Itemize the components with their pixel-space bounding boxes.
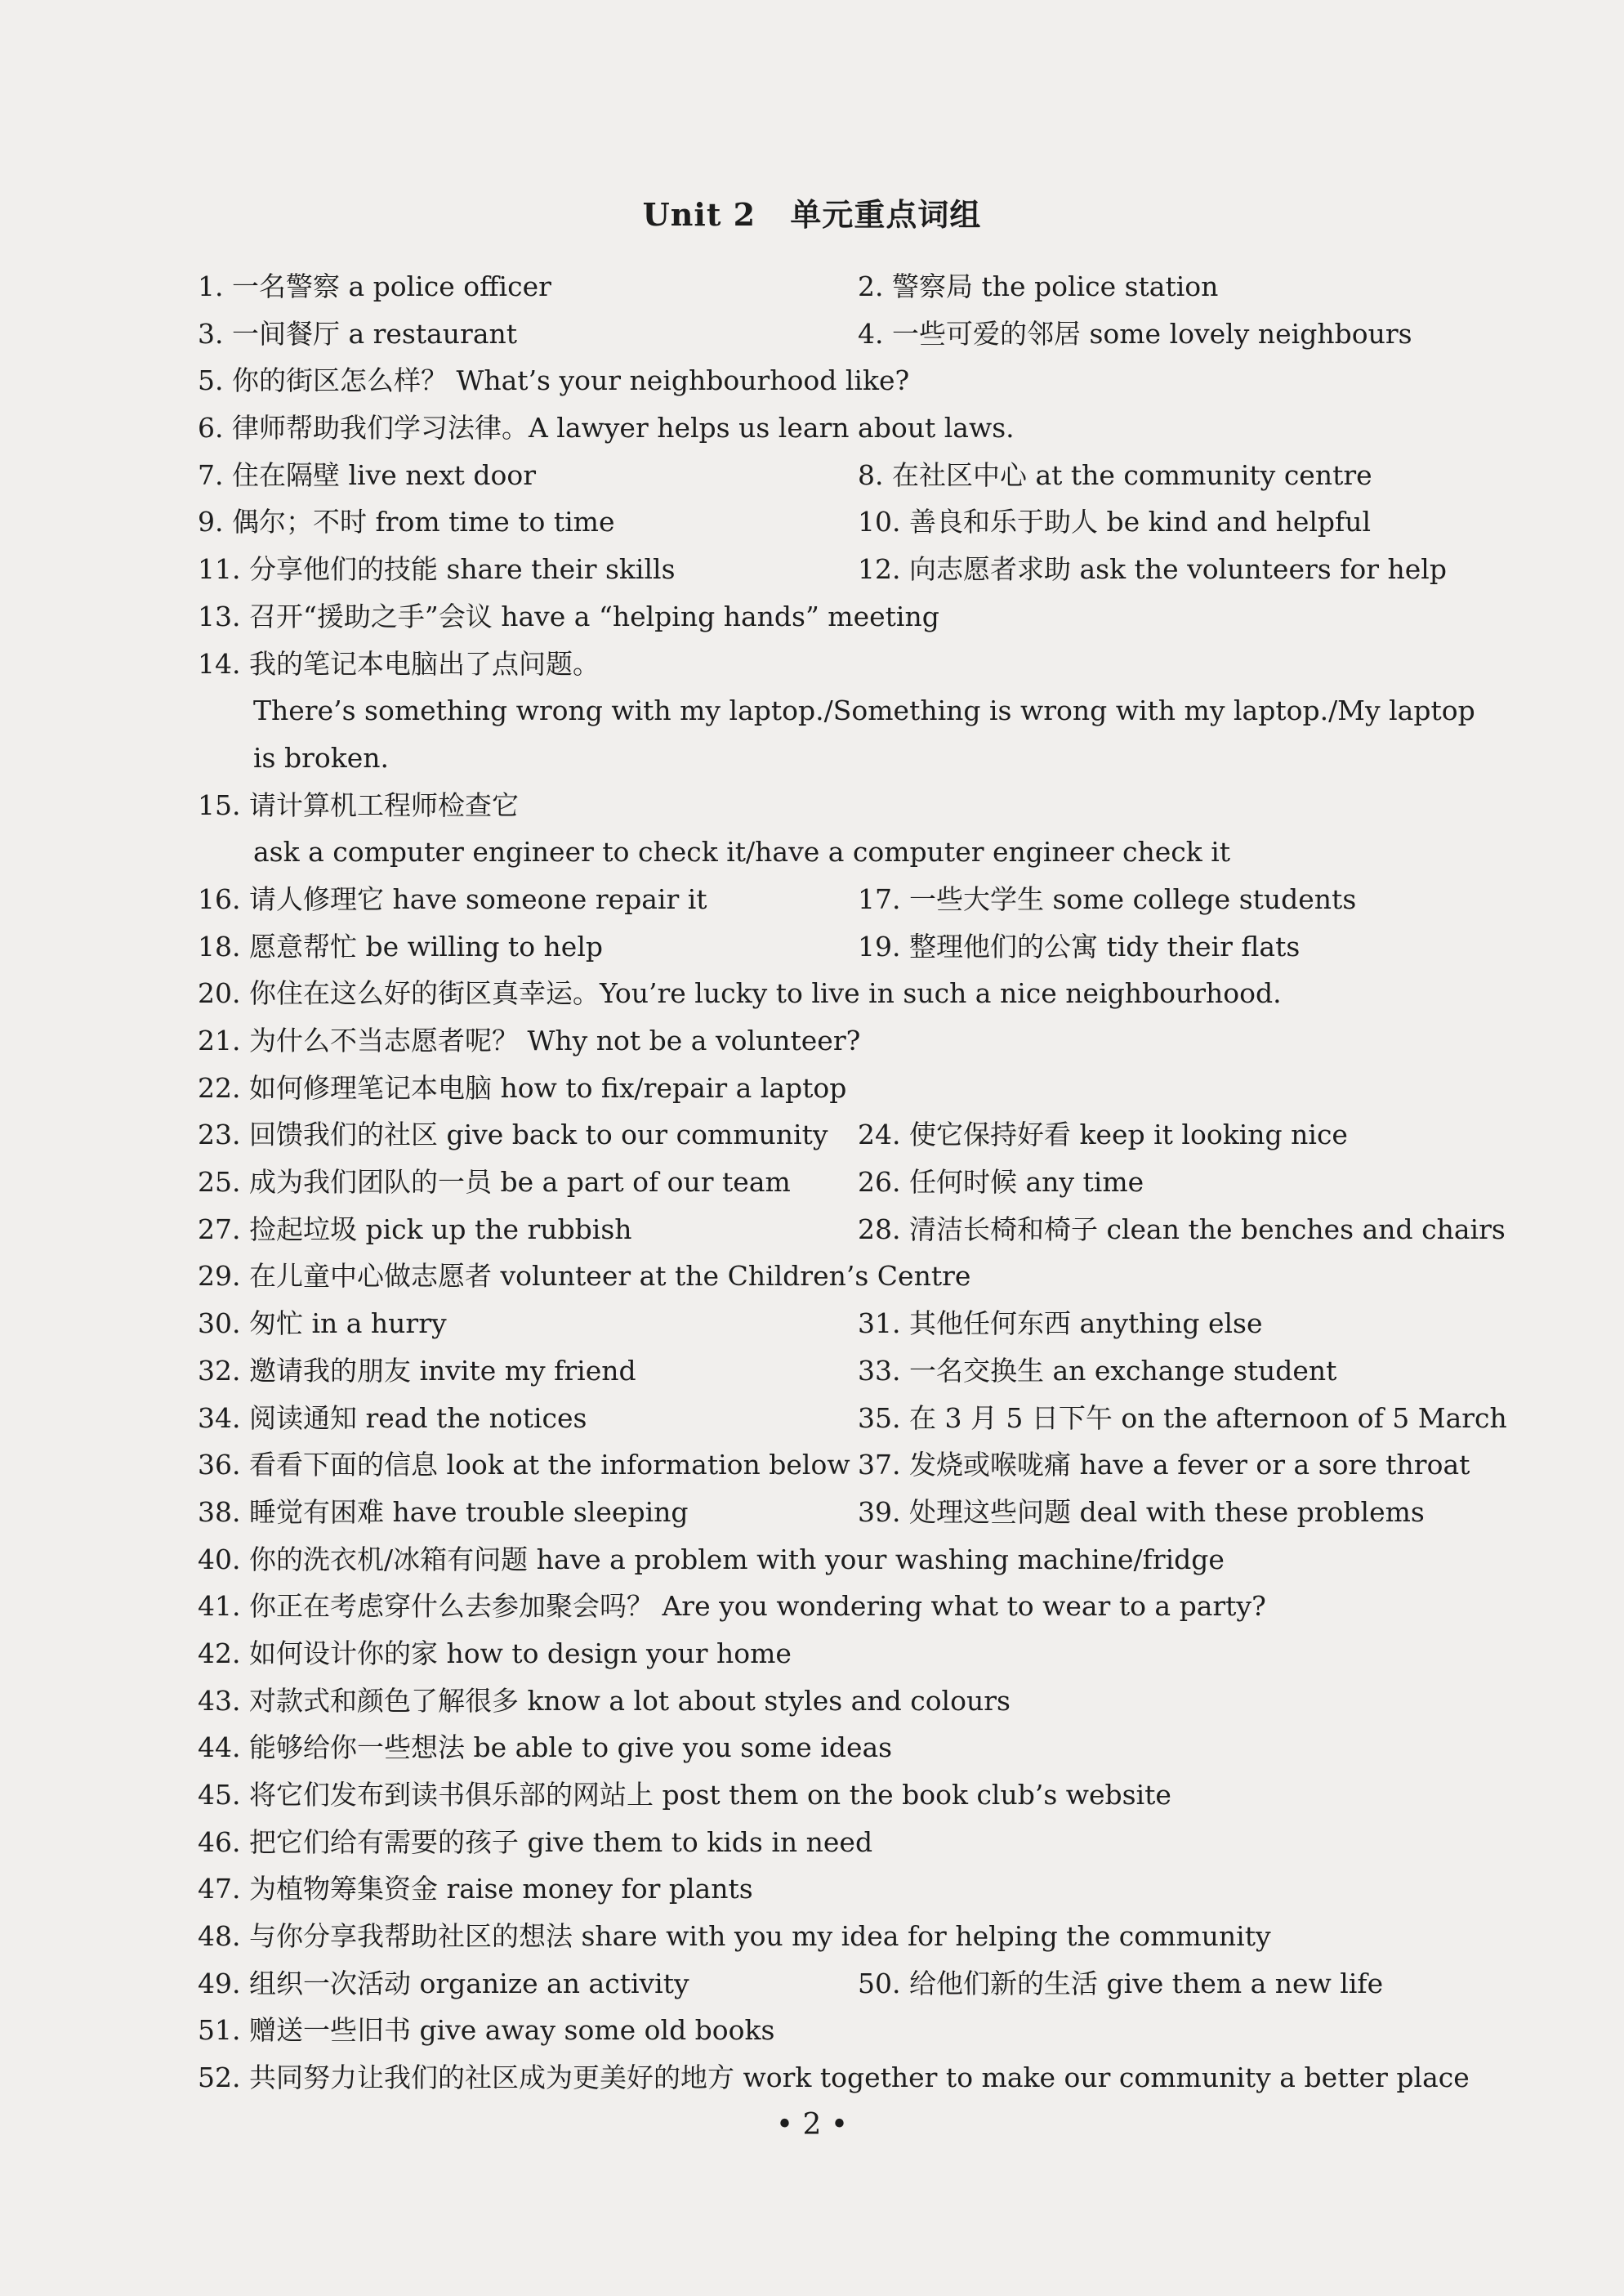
list-item: 43. 对款式和颜色了解很多 know a lot about styles and colours bbox=[198, 1684, 1011, 1717]
list-item: 35. 在 3 月 5 日下午 on the afternoon of 5 March bbox=[858, 1401, 1507, 1434]
list-row bbox=[198, 546, 1497, 593]
list-item: 22. 如何修理笔记本电脑 how to fix/repair a laptop bbox=[198, 1071, 847, 1104]
list-item: 36. 看看下面的信息 look at the information below bbox=[198, 1449, 850, 1481]
list-item: 52. 共同努力让我们的社区成为更美好的地方 work together to make our community a better place bbox=[198, 2061, 1470, 2094]
title-heading: 单元重点词组 bbox=[790, 196, 982, 233]
list-item: 29. 在儿童中心做志愿者 volunteer at the Children’s Centre bbox=[198, 1260, 971, 1293]
list-item: 34. 阅读通知 read the notices bbox=[198, 1401, 587, 1434]
list-item: 14. 我的笔记本电脑出了点问题。 bbox=[198, 647, 600, 680]
list-row bbox=[198, 1111, 1497, 1159]
list-item: 37. 发烧或喉咙痛 have a fever or a sore throat bbox=[858, 1449, 1470, 1481]
list-item: 47. 为植物筹集资金 raise money for plants bbox=[198, 1873, 753, 1905]
list-item: 19. 整理他们的公寓 tidy their flats bbox=[858, 930, 1301, 963]
list-row bbox=[198, 1347, 1497, 1395]
list-item: 26. 任何时候 any time bbox=[858, 1166, 1144, 1199]
list-row bbox=[198, 876, 1497, 923]
list-row bbox=[198, 1159, 1497, 1206]
list-item-continuation: is broken. bbox=[253, 741, 390, 774]
list-item: 9. 偶尔；不时 from time to time bbox=[198, 506, 615, 538]
list-item: 49. 组织一次活动 organize an activity bbox=[198, 1967, 689, 1999]
list-item: 18. 愿意帮忙 be willing to help bbox=[198, 930, 604, 963]
list-item: 17. 一些大学生 some college students bbox=[858, 882, 1357, 915]
list-item: 32. 邀请我的朋友 invite my friend bbox=[198, 1354, 636, 1387]
list-item: 24. 使它保持好看 keep it looking nice bbox=[858, 1119, 1348, 1151]
list-row bbox=[198, 1206, 1506, 1253]
list-item: 31. 其他任何东西 anything else bbox=[858, 1307, 1263, 1340]
list-item: 5. 你的街区怎么样？ What’s your neighbourhood like? bbox=[198, 364, 910, 397]
list-item: 10. 善良和乐于助人 be kind and helpful bbox=[858, 506, 1372, 538]
list-item: 7. 住在隔壁 live next door bbox=[198, 458, 537, 491]
list-row bbox=[198, 310, 1497, 358]
list-item: 46. 把它们给有需要的孩子 give them to kids in need bbox=[198, 1825, 873, 1858]
list-item: 1. 一名警察 a police officer bbox=[198, 270, 551, 302]
list-item: 51. 赠送一些旧书 give away some old books bbox=[198, 2014, 775, 2047]
list-item: 38. 睡觉有困难 have trouble sleeping bbox=[198, 1495, 689, 1528]
list-row bbox=[198, 1395, 1507, 1442]
list-item: 12. 向志愿者求助 ask the volunteers for help bbox=[858, 553, 1447, 586]
list-item: 8. 在社区中心 at the community centre bbox=[858, 458, 1372, 491]
list-item: 50. 给他们新的生活 give them a new life bbox=[858, 1967, 1384, 1999]
list-item: 3. 一间餐厅 a restaurant bbox=[198, 317, 518, 350]
list-row bbox=[198, 1960, 1497, 2008]
list-item: 6. 律师帮助我们学习法律。A lawyer helps us learn about laws. bbox=[198, 412, 1015, 444]
list-row bbox=[198, 1441, 1497, 1489]
list-item: 27. 捡起垃圾 pick up the rubbish bbox=[198, 1213, 632, 1245]
list-item-continuation: ask a computer engineer to check it/have a computer engineer check it bbox=[253, 836, 1231, 869]
list-item: 25. 成为我们团队的一员 be a part of our team bbox=[198, 1166, 791, 1199]
list-item: 2. 警察局 the police station bbox=[858, 270, 1219, 302]
list-item: 4. 一些可爱的邻居 some lovely neighbours bbox=[858, 317, 1412, 350]
list-item: 45. 将它们发布到读书俱乐部的网站上 post them on the book club’s website bbox=[198, 1779, 1171, 1811]
list-item: 21. 为什么不当志愿者呢？ Why not be a volunteer? bbox=[198, 1025, 861, 1056]
list-row bbox=[198, 1300, 1497, 1347]
list-row bbox=[198, 1489, 1497, 1536]
list-item: 39. 处理这些问题 deal with these problems bbox=[858, 1495, 1425, 1528]
page-number: • 2 • bbox=[775, 2108, 849, 2142]
list-row bbox=[198, 263, 1497, 310]
list-row bbox=[198, 923, 1497, 971]
list-item: 33. 一名交换生 an exchange student bbox=[858, 1354, 1337, 1387]
list-item: 30. 匆忙 in a hurry bbox=[198, 1307, 447, 1340]
list-item: 41. 你正在考虑穿什么去参加聚会吗？ Are you wondering what to wear to a party? bbox=[198, 1590, 1266, 1623]
list-item: 48. 与你分享我帮助社区的想法 share with you my idea for helping the community bbox=[198, 1920, 1271, 1953]
list-item-continuation: There’s something wrong with my laptop./Something is wrong with my laptop./My laptop bbox=[253, 695, 1475, 727]
list-item: 44. 能够给你一些想法 be able to give you some ideas bbox=[198, 1731, 893, 1764]
list-item: 42. 如何设计你的家 how to design your home bbox=[198, 1637, 792, 1669]
list-row bbox=[198, 452, 1497, 499]
unit-label: Unit 2 bbox=[642, 196, 756, 233]
list-item: 40. 你的洗衣机/冰箱有问题 have a problem with your washing machine/fridge bbox=[198, 1543, 1225, 1575]
list-item: 20. 你住在这么好的街区真幸运。You’re lucky to live in such a nice neighbourhood. bbox=[198, 977, 1282, 1010]
list-item: 28. 清洁长椅和椅子 clean the benches and chairs bbox=[858, 1213, 1506, 1245]
list-item: 13. 召开“援助之手”会议 have a “helping hands” meeting bbox=[198, 600, 939, 632]
list-item: 11. 分享他们的技能 share their skills bbox=[198, 553, 676, 586]
page-title bbox=[0, 190, 1624, 235]
list-row bbox=[198, 498, 1497, 546]
list-item: 15. 请计算机工程师检查它 bbox=[198, 788, 519, 821]
list-item: 23. 回馈我们的社区 give back to our community bbox=[198, 1119, 828, 1151]
phrase-list bbox=[198, 263, 1507, 2102]
list-item: 16. 请人修理它 have someone repair it bbox=[198, 882, 707, 915]
